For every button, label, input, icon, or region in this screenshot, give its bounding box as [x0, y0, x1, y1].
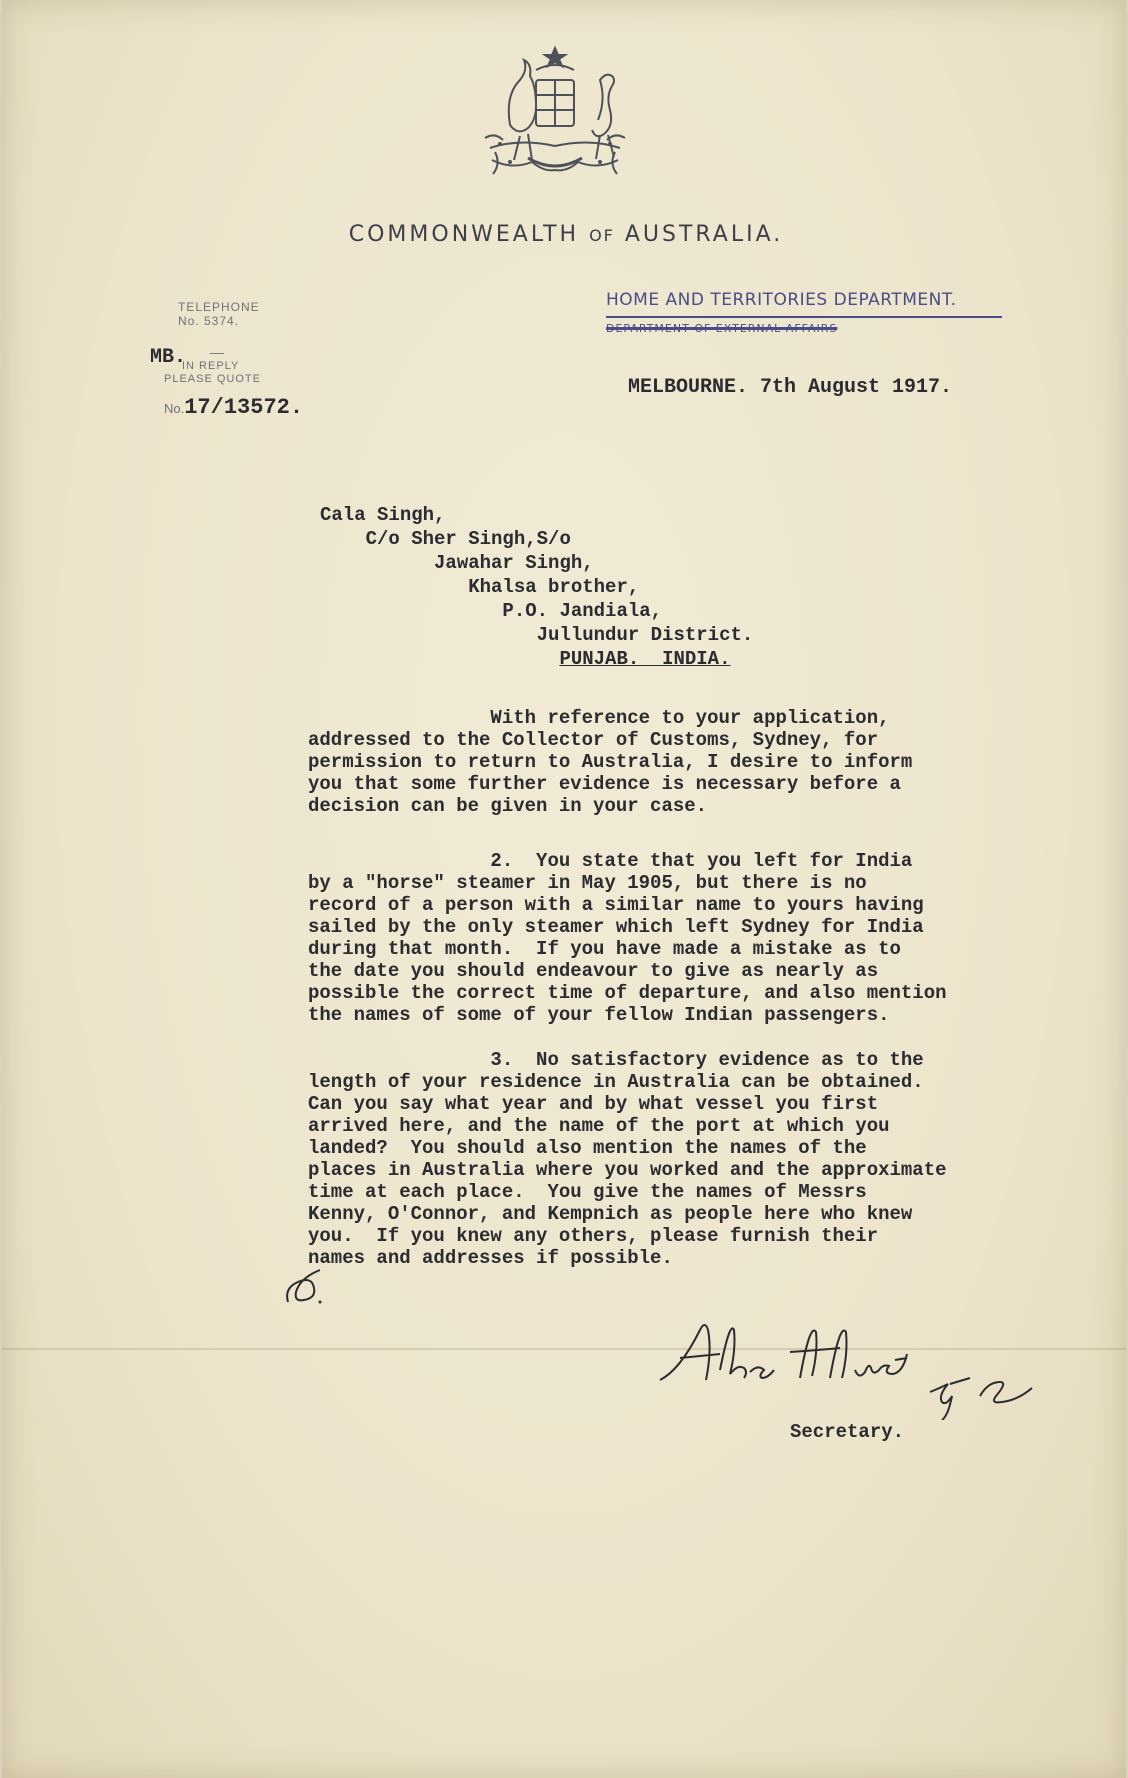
telephone-label: TELEPHONE — [178, 300, 260, 314]
title-of: OF — [589, 226, 615, 245]
address-line-2: C/o Sher Singh,S/o — [320, 528, 571, 550]
address-line-7-pad — [320, 648, 559, 670]
signatory-title: Secretary. — [790, 1421, 905, 1443]
place-and-date: MELBOURNE. 7th August 1917. — [628, 376, 953, 399]
initials-dash: — — [210, 344, 224, 360]
address-country: PUNJAB. INDIA. — [559, 648, 731, 670]
paragraph-2: 2. You state that you left for India by a "horse" steamer in May 1905, but there is no record of a person with a similar name to yours having sailed by the only steamer which left Sydney for India during that month. If you have made a mistake as to the date you should endeavour to give as nearly as possible the correct time of departure, and also mention the names of some of your fellow Indian passengers. — [308, 850, 947, 1026]
reply-line-1: IN REPLY — [182, 360, 240, 372]
address-line-3: Jawahar Singh, — [320, 552, 594, 574]
handwritten-initials-icon — [280, 1262, 340, 1312]
commonwealth-title — [2, 222, 1128, 247]
telephone-block — [178, 300, 260, 328]
paragraph-1: With reference to your application, addressed to the Collector of Customs, Sydney, for permission to return to Australia, I desire to inform you that some further evidence is necessary before a decision can be given in your case. — [308, 707, 913, 817]
department-underline — [606, 316, 1002, 318]
address-line-5: P.O. Jandiala, — [320, 600, 663, 622]
title-australia: AUSTRALIA. — [624, 222, 784, 247]
address-line-4: Khalsa brother, — [320, 576, 640, 598]
address-line-6: Jullundur District. — [320, 624, 754, 646]
department-name: HOME AND TERRITORIES DEPARTMENT. — [606, 290, 957, 310]
title-commonwealth: COMMONWEALTH — [348, 222, 580, 247]
telephone-number: No. 5374. — [178, 314, 240, 328]
paragraph-3: 3. No satisfactory evidence as to the length of your residence in Australia can be obtained. Can you say what year and by what vessel you first arrived here, and the name of the port at which you landed? You should also mention the names of the places in Australia where you worked and the approximate time at each place. You give the names of Messrs Kenny, O'Connor, and Kempnich as people here who knew you. If you knew any others, please furnish their names and addresses if possible. — [308, 1049, 947, 1269]
reference-prefix: No. — [164, 401, 185, 416]
handwritten-signature-icon — [650, 1300, 1070, 1420]
reference-value: 17/13572. — [184, 395, 304, 420]
letter-page — [2, 0, 1126, 1778]
reply-line-2: PLEASE QUOTE — [164, 373, 261, 385]
struck-department-name: DEPARTMENT OF EXTERNAL AFFAIRS — [606, 322, 838, 335]
address-line-1: Cala Singh, — [320, 504, 446, 526]
reply-instruction — [164, 360, 261, 386]
coat-of-arms-icon — [470, 40, 640, 190]
reference-number — [164, 395, 303, 420]
recipient-address — [320, 503, 753, 671]
file-initials: MB. — [150, 346, 187, 369]
address-line-7 — [320, 647, 753, 671]
